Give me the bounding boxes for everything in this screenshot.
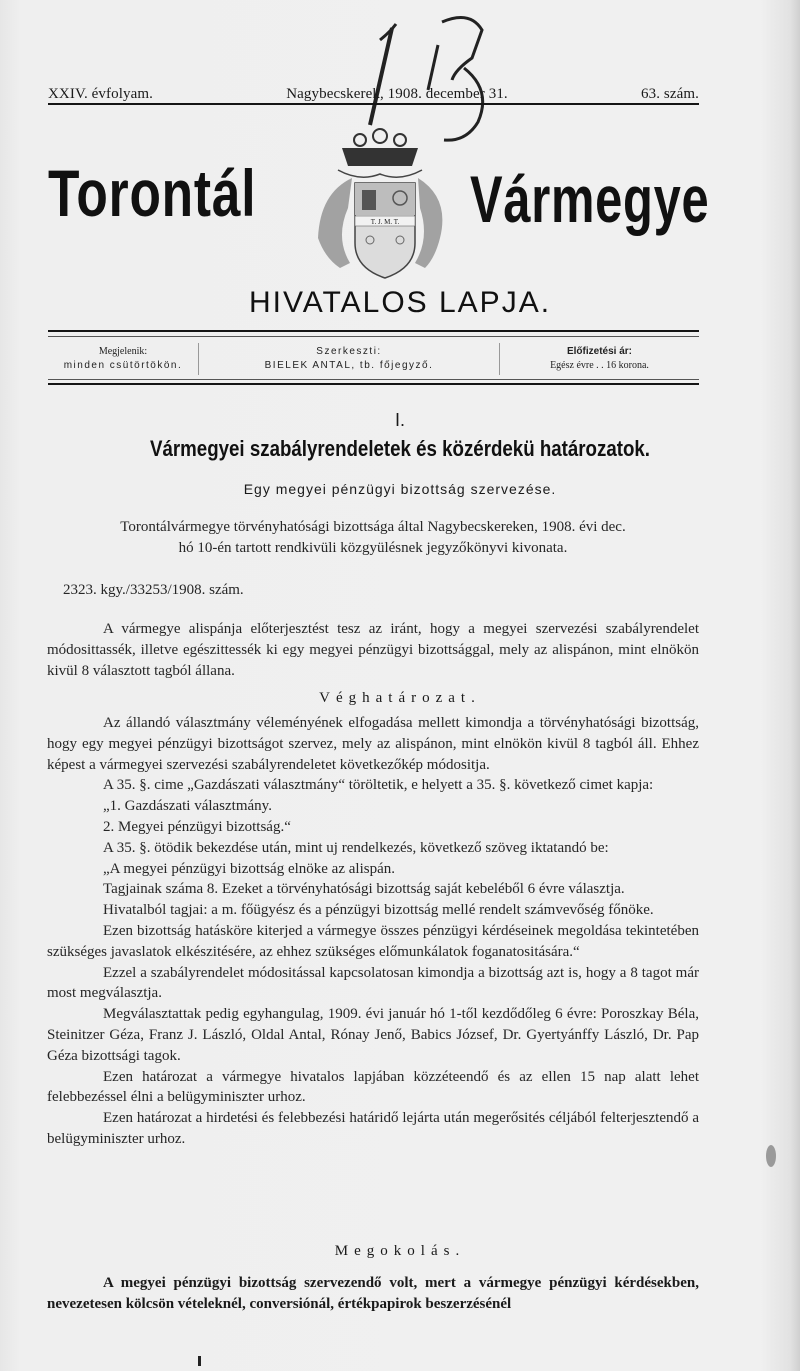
section-number: I.	[394, 410, 405, 430]
resolution-paragraph: A 35. §. cime „Gazdászati választmány“ töröltetik, e helyett a 35. §. következő cimet kapja:	[103, 777, 654, 794]
resolution-paragraph: A 35. §. ötödik bekezdése után, mint uj rendelkezés, következő szöveg iktatandó be:	[103, 839, 609, 856]
resolution-body	[47, 713, 699, 1150]
paper-stain	[766, 1145, 776, 1167]
editor-value: BIELEK ANTAL, tb. főjegyző.	[264, 360, 434, 371]
resolution-paragraph: Ezen bizottság hatásköre kiterjed a vármegye összes pénzügyi kérdéseinek megoldása tekintetében szükséges javaslatok elkészitésére, az ehhez szükséges előmunkálatok foganatositására.“	[47, 922, 699, 960]
published-value: minden csütörtökön.	[63, 360, 183, 371]
volume-label: XXIV. évfolyam.	[48, 86, 153, 102]
place-date-label: Nagybecskerek, 1908. december 31.	[286, 86, 508, 102]
section-title: Vármegyei szabályrendeletek és közérdekü határozatok.	[150, 436, 650, 461]
masthead-subtitle: HIVATALOS LAPJA.	[248, 286, 552, 319]
resolution-paragraph: Tagjainak száma 8. Ezeket a törvényhatósági bizottság saját kebeléből 6 évre választja.	[103, 881, 625, 898]
editor-info	[199, 343, 500, 375]
publication-schedule	[48, 343, 199, 375]
justification-heading: Megokolás.	[334, 1243, 466, 1259]
print-mark	[198, 1356, 201, 1366]
masthead-title-left: Torontál	[48, 156, 257, 230]
resolution-list-item: 2. Megyei pénzügyi bizottság.“	[103, 818, 291, 835]
subscription-info	[500, 343, 699, 375]
resolution-paragraph: Ezen határozat a vármegye hivatalos lapjában közzéteendő és az ellen 15 nap alatt lehet felebbezéssel élni a belügyminiszter urhoz.	[47, 1068, 699, 1106]
resolution-paragraph: Ezen határozat a hirdetési és felebbezési határidő lejárta után megerősités céljából felterjesztendő a belügyminiszter urhoz.	[47, 1110, 699, 1147]
coat-of-arms-icon	[300, 118, 460, 283]
subscription-label: Előfizetési ár:	[566, 346, 633, 357]
article-title: Egy megyei pénzügyi bizottság szervezése.	[243, 481, 557, 497]
infobar-rule-thin	[48, 379, 699, 380]
svg-text:T. J. M. T.: T. J. M. T.	[370, 218, 400, 226]
masthead-rule-thin	[48, 336, 699, 337]
intro-line-2: hó 10-én tartott rendkivüli közgyülésnek jegyzőkönyvi kivonata.	[178, 539, 568, 556]
infobar-rule-thick	[48, 383, 699, 385]
masthead-title-right: Vármegye	[470, 162, 710, 236]
justification-body: A megyei pénzügyi bizottság szervezendő volt, mert a vármegye pénzügyi kérdésekben, nevezetesen kölcsön vételeknél, conversiónál, értékpapirok beszerzésénél	[47, 1275, 699, 1312]
publication-info-bar	[48, 343, 699, 375]
resolution-paragraph: Ezzel a szabályrendelet módositással kapcsolatosan kimondja a bizottság azt is, hogy a 8 tagot már most megválasztja.	[47, 964, 699, 1002]
issue-number-label: 63. szám.	[641, 86, 699, 102]
intro-line-1: Torontálvármegye törvényhatósági bizottsága által Nagybecskereken, 1908. évi dec.	[120, 519, 626, 535]
paragraph-proposal: A vármegye alispánja előterjesztést tesz az iránt, hogy a megyei szervezési szabályrendelet módosittassék, illetve egészittessék ki egy megyei pénzügyi bizottsággal, mely az alispánon, mint elnökön kivül 8 választott tagból állana.	[47, 621, 699, 679]
resolution-heading: Véghatározat.	[319, 690, 481, 706]
resolution-paragraph: Az állandó választmány véleményének elfogadása mellett kimondja a törvényhatósági bizottság, hogy egy megyei pénzügyi bizottságot szervez, mely az alispánon, mint elnökön kivül 8 tagból áll. Ehhez képest a vármegyei szervezési szabályrendeletet következőkép módositja.	[47, 715, 699, 773]
header-rule	[48, 103, 699, 105]
reference-number: 2323. kgy./33253/1908. szám.	[63, 582, 244, 598]
resolution-paragraph: „A megyei pénzügyi bizottság elnöke az alispán.	[103, 860, 395, 877]
article-intro	[47, 517, 699, 559]
published-label: Megjelenik:	[98, 346, 148, 357]
resolution-paragraph: Megválasztattak pedig egyhangulag, 1909. évi január hó 1-től kezdődőleg 6 évre: Poroszkay Béla, Steinitzer Géza, Franz J. László, Oldal Antal, Rónay Jenő, Babics József, Dr. Gyertyánffy László, Dr. Pap Géza bizottsági tagok.	[47, 1006, 699, 1064]
editor-label: Szerkeszti:	[316, 346, 382, 357]
resolution-paragraph: Hivatalból tagjai: a m. főügyész és a pénzügyi bizottság mellé rendelt számvevőség főnöke.	[103, 902, 654, 919]
masthead-rule-top	[48, 330, 699, 332]
resolution-list-item: „1. Gazdászati választmány.	[103, 798, 272, 815]
subscription-value: Egész évre . . 16 korona.	[550, 360, 649, 371]
issue-header	[48, 86, 699, 103]
